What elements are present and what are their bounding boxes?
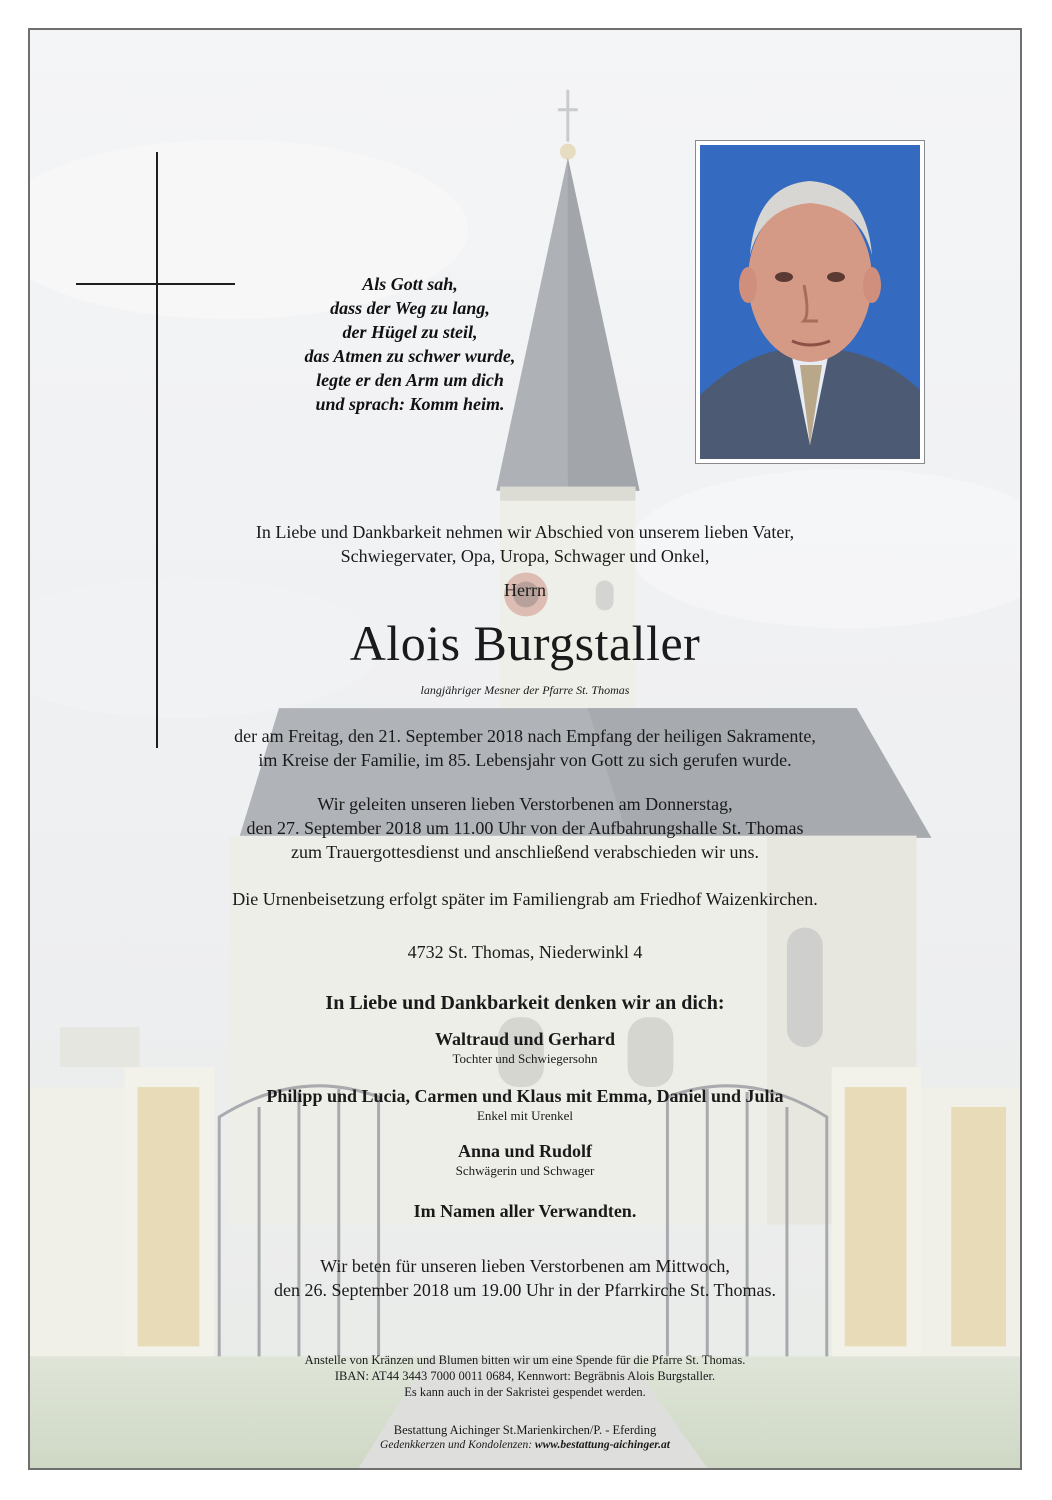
condolence-url-link[interactable]: www.bestattung-aichinger.at <box>534 1439 670 1451</box>
urn-notice: Die Urnenbeisetzung erfolgt später im Familiengrab am Friedhof Waizenkirchen. <box>232 889 818 909</box>
death-line: im Kreise der Familie, im 85. Lebensjahr von Gott zu sich gerufen wurde. <box>258 750 792 770</box>
death-notice <box>30 724 1020 772</box>
salutation: Herrn <box>504 580 546 600</box>
poem-line: der Hügel zu steil, <box>342 322 478 342</box>
condolence-line <box>30 1438 1020 1452</box>
funeral-line: zum Trauergottesdienst und anschließend verabschieden wir uns. <box>290 842 760 862</box>
donation-notice <box>30 1352 1020 1400</box>
intro-text <box>30 520 1020 568</box>
mourner-group <box>30 1028 1020 1067</box>
mourner-names: Anna und Rudolf <box>457 1141 593 1161</box>
thanks-heading: In Liebe und Dankbarkeit denken wir an dich: <box>325 992 725 1014</box>
poem-line: und sprach: Komm heim. <box>315 394 505 414</box>
deceased-role: langjähriger Mesner der Pfarre St. Thomas <box>420 683 630 697</box>
prayer-line: Wir beten für unseren lieben Verstorbenen am Mittwoch, <box>320 1256 730 1276</box>
mourner-relation: Schwägerin und Schwager <box>455 1163 595 1178</box>
mourner-relation: Enkel mit Urenkel <box>476 1108 574 1123</box>
funeral-line: den 27. September 2018 um 11.00 Uhr von der Aufbahrungshalle St. Thomas <box>246 818 804 838</box>
relatives-signoff: Im Namen aller Verwandten. <box>413 1201 637 1221</box>
mourner-group <box>30 1085 1020 1124</box>
funeral-line: Wir geleiten unseren lieben Verstorbenen am Donnerstag, <box>317 794 733 814</box>
intro-line: In Liebe und Dankbarkeit nehmen wir Abschied von unserem lieben Vater, <box>255 522 795 542</box>
undertaker: Bestattung Aichinger St.Marienkirchen/P. - Eferding <box>393 1423 657 1437</box>
donation-line: Es kann auch in der Sakristei gespendet werden. <box>404 1385 646 1399</box>
mourner-names: Waltraud und Gerhard <box>434 1029 616 1049</box>
portrait-image <box>700 145 920 459</box>
deceased-name: Alois Burgstaller <box>349 615 701 671</box>
memorial-poem <box>210 272 610 416</box>
address: 4732 St. Thomas, Niederwinkl 4 <box>407 942 643 962</box>
poem-line: dass der Weg zu lang, <box>330 298 490 318</box>
death-line: der am Freitag, den 21. September 2018 nach Empfang der heiligen Sakramente, <box>234 726 816 746</box>
prayer-line: den 26. September 2018 um 19.00 Uhr in der Pfarrkirche St. Thomas. <box>273 1280 777 1300</box>
mourner-relation: Tochter und Schwiegersohn <box>452 1051 598 1066</box>
mourner-names: Philipp und Lucia, Carmen und Klaus mit Emma, Daniel und Julia <box>266 1086 784 1106</box>
obituary-frame <box>28 28 1022 1470</box>
donation-line: IBAN: AT44 3443 7000 0011 0684, Kennwort: Begräbnis Alois Burgstaller. <box>334 1369 716 1383</box>
condolence-label: Gedenkkerzen und Kondolenzen: <box>380 1439 533 1451</box>
donation-line: Anstelle von Kränzen und Blumen bitten wir um eine Spende für die Pfarre St. Thomas. <box>304 1353 746 1367</box>
mourner-group <box>30 1140 1020 1179</box>
funeral-notice <box>30 792 1020 864</box>
poem-line: Als Gott sah, <box>362 274 458 294</box>
poem-line: legte er den Arm um dich <box>316 370 504 390</box>
prayer-notice <box>30 1254 1020 1302</box>
poem-line: das Atmen zu schwer wurde, <box>304 346 516 366</box>
intro-line: Schwiegervater, Opa, Uropa, Schwager und Onkel, <box>340 546 710 566</box>
portrait-photo <box>695 140 925 464</box>
